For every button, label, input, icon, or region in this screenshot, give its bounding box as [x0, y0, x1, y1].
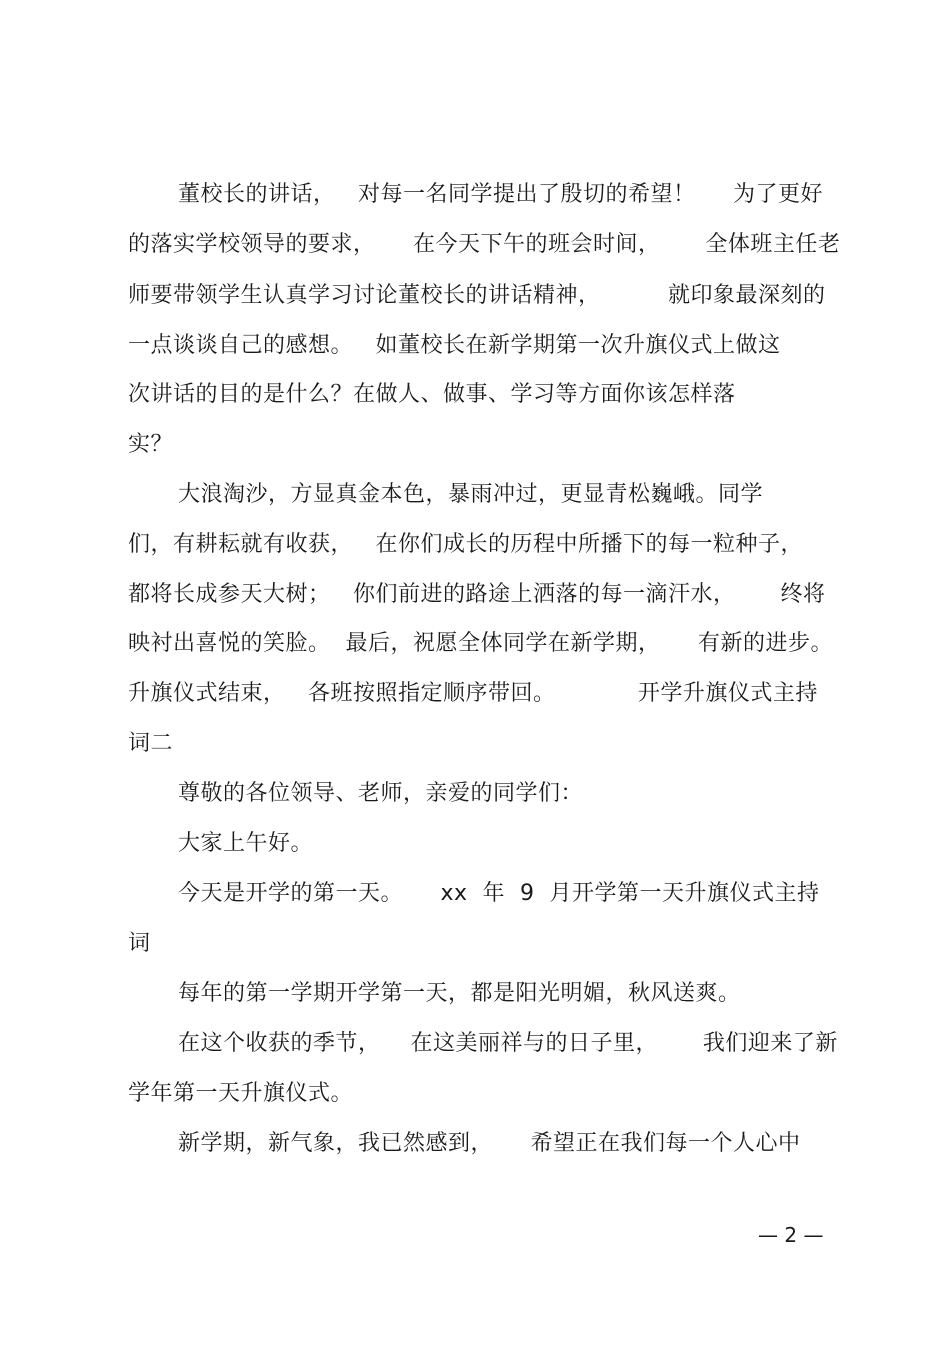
text-line: 每年的第一学期开学第一天，都是阳光明媚，秋风送爽。 — [178, 981, 741, 1006]
text-line: 都将长成参天大树； 你们前进的路途上洒落的每一滴汗水， 终将 — [128, 582, 826, 607]
text-line: 词 — [128, 931, 151, 956]
text-line: 大浪淘沙，方显真金本色，暴雨冲过，更显青松巍峨。同学 — [178, 482, 764, 507]
text-line: 次讲话的目的是什么？在做人、做事、学习等方面你该怎样落 — [128, 382, 736, 407]
text-line: 今天是开学的第一天。 xx 年 9 月开学第一天升旗仪式主持 — [178, 881, 820, 906]
text-line: 董校长的讲话， 对每一名同学提出了殷切的希望！ 为了更好 — [178, 182, 823, 207]
text-line: 词二 — [128, 731, 174, 756]
text-line: 尊敬的各位领导、老师，亲爱的同学们： — [178, 781, 584, 806]
text-line: 在这个收获的季节， 在这美丽祥与的日子里， 我们迎来了新 — [178, 1031, 838, 1056]
text-line: 实？ — [128, 432, 174, 457]
text-line: 学年第一天升旗仪式。 — [128, 1081, 354, 1106]
text-line: 新学期，新气象，我已然感到， 希望正在我们每一个人心中 — [178, 1131, 801, 1156]
text-line: 师要带领学生认真学习讨论董校长的讲话精神， 就印象最深刻的 — [128, 283, 826, 308]
text-line: 映衬出喜悦的笑脸。 最后，祝愿全体同学在新学期， 有新的进步。 — [128, 631, 833, 656]
text-line: 大家上午好。 — [178, 831, 314, 856]
text-line: 升旗仪式结束， 各班按照指定顺序带回。 开学升旗仪式主持 — [128, 681, 818, 706]
page-number: — 2 — — [758, 1223, 824, 1247]
text-line: 的落实学校领导的要求， 在今天下午的班会时间， 全体班主任老 — [128, 232, 841, 257]
text-line: 们，有耕耘就有收获， 在你们成长的历程中所播下的每一粒种子， — [128, 532, 803, 557]
text-line: 一点谈谈自己的感想。 如董校长在新学期第一次升旗仪式上做这 — [128, 333, 781, 358]
